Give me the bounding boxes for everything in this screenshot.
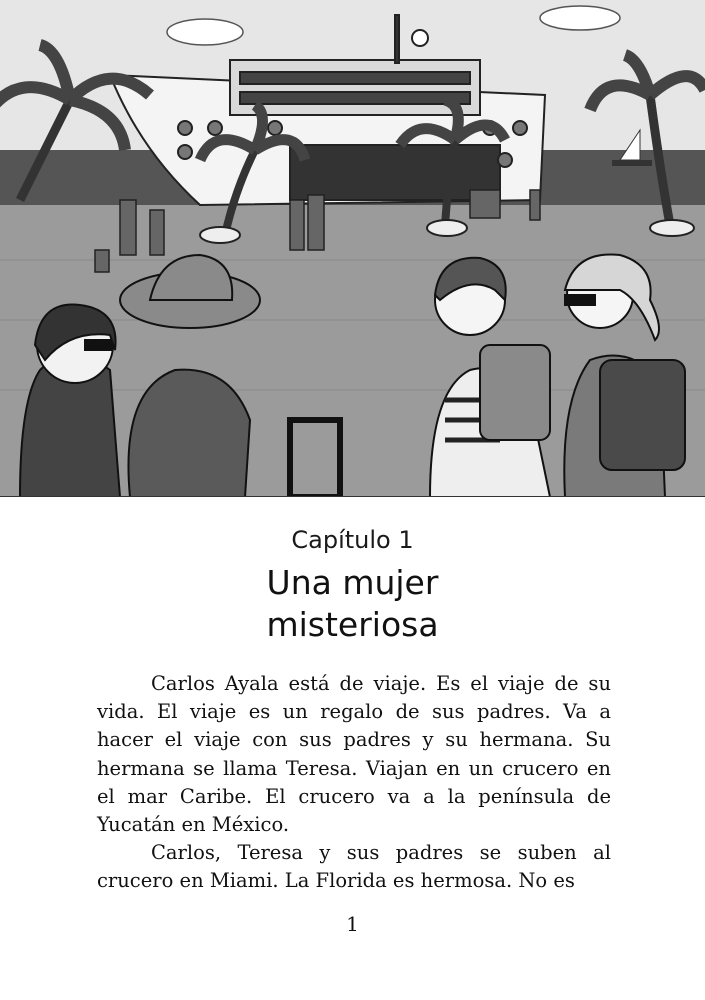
chapter-label: Capítulo 1	[291, 526, 414, 554]
paragraph: Carlos Ayala está de viaje. Es el viaje de su vida. El viaje es un regalo de sus padres. Va a hacer el viaje con sus padres y su hermana. Su hermana se llama Teresa. Viajan en un crucero en el mar Caribe. El crucero va a la península de Yucatán en México.	[97, 672, 611, 837]
chapter-title	[0, 562, 705, 646]
chapter-body	[97, 670, 611, 896]
paragraph: Carlos, Teresa y sus padres se suben al crucero en Miami. La Florida es hermosa. No es	[97, 841, 611, 893]
chapter-title-line: misteriosa	[266, 605, 439, 644]
chapter-title-line: Una mujer	[266, 563, 439, 602]
cruise-port-illustration	[0, 0, 705, 497]
page-number: 1	[346, 912, 359, 936]
